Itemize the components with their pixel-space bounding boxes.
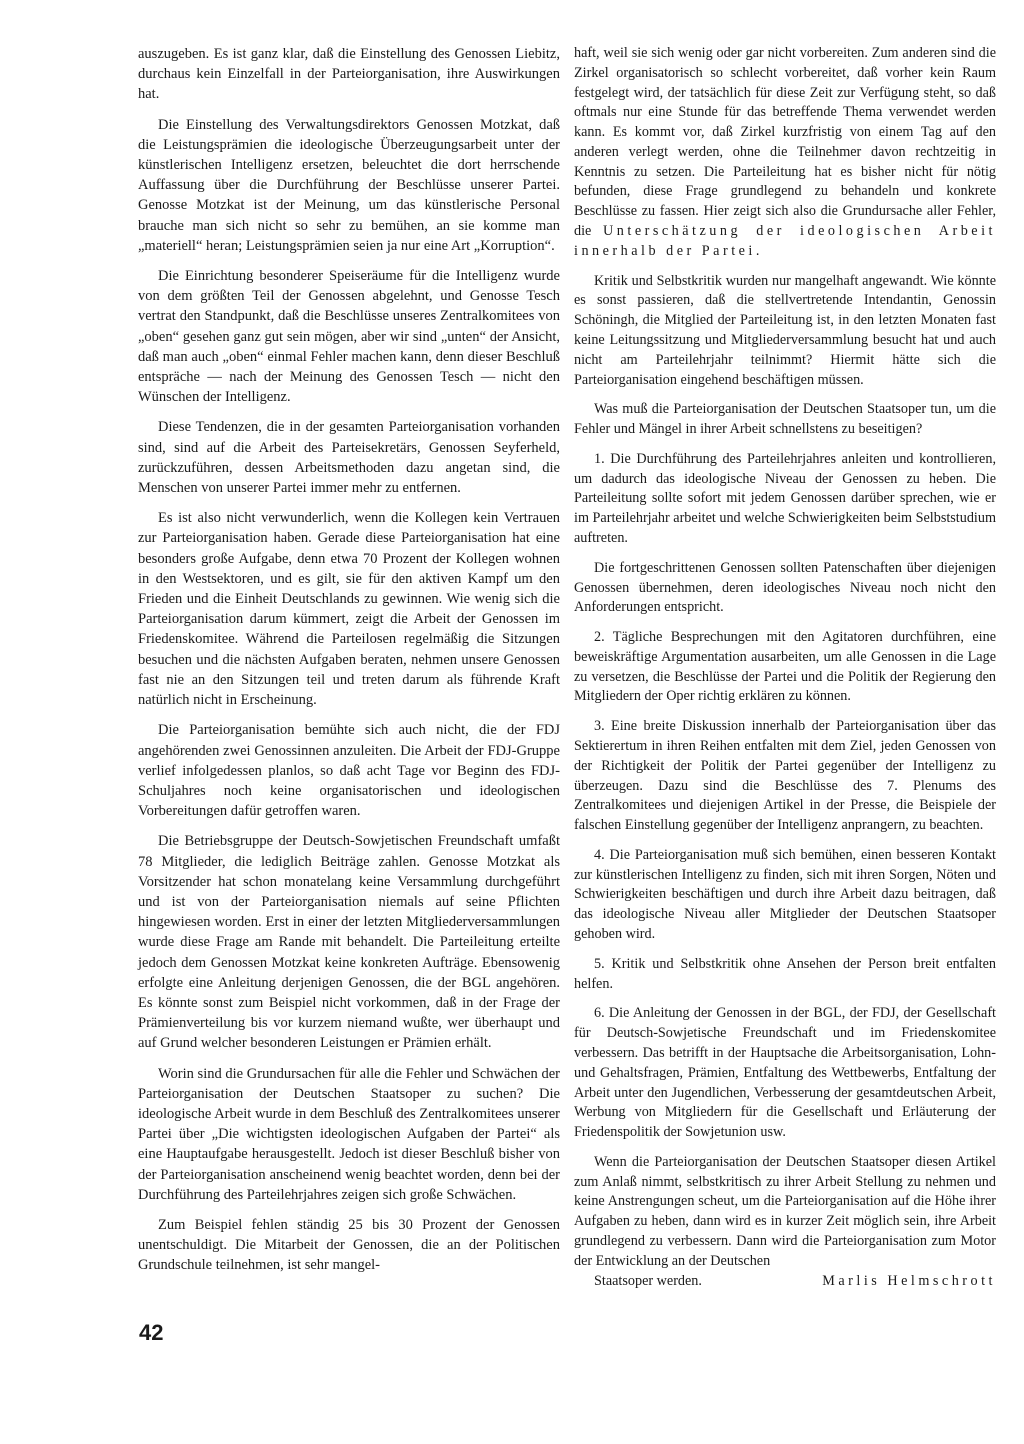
paragraph: auszugeben. Es ist ganz klar, daß die Einstellung des Genossen Liebitz, durchaus kein Einzelfall in der Parteiorganisation, ihre Auswirkungen hat. — [138, 46, 560, 103]
paragraph-end: . — [755, 242, 760, 259]
list-item: 2. Tägliche Besprechungen mit den Agitatoren durchführen, eine beweiskräftige Argumentation ausarbeiten, um alle Genossen in die Lage zu versetzen, die Beschlüsse der Partei und die Politik der Regierung den Mitgliedern der Oper richtig erklären zu können. — [574, 629, 996, 705]
paragraph: Zum Beispiel fehlen ständig 25 bis 30 Prozent der Genossen unentschuldigt. Die Mitarbeit der Genossen, die an der Politischen Grundschule teilnehmen, ist sehr mangel- — [138, 1216, 560, 1274]
page-number: 42 — [139, 1320, 164, 1345]
signature-line — [574, 1272, 996, 1292]
paragraph — [574, 44, 996, 262]
list-item: 6. Die Anleitung der Genossen in der BGL, der FDJ, der Gesellschaft für Deutsch-Sowjetische Freundschaft und im Friedenskomitee verbessern. Das betrifft in der Hauptsache die Arbeitsorganisation, Lohn- und Gehaltsfragen, Prämien, Entfaltung des Wettbewerbs, Entfaltung der Arbeit unter den Jugendlichen, Verbesserung der gesamtdeutschen Arbeit, Werbung von Mitgliedern für die Gesellschaft und Erläuterung der Friedenspolitik der Sowjetunion usw. — [574, 1005, 996, 1141]
paragraph: Die Einrichtung besonderer Speiseräume für die Intelligenz wurde von dem größten Teil der Genossen abgelehnt, und Genosse Tesch vertrat den Standpunkt, daß die Beschlüsse unseres Zentralkomitees von „oben“ gesehen ganz gut sein mögen, aber wir sind „unten“ der Ansicht, daß man auch „oben“ einmal Fehler machen kann, denn dieser Beschluß entspräche — nach der Meinung des Genossen Tesch — nicht den Wünschen der Intelligenz. — [138, 268, 560, 406]
paragraph-text: Wenn die Parteiorganisation der Deutschen Staatsoper diesen Artikel zum Anlaß nimmt, selbstkritisch zu ihrer Arbeit Stellung zu nehmen und keine Anstrengungen scheut, um die Parteiorganisation auf die Höhe ihrer Aufgaben zu heben, dann wird es in kurzer Zeit möglich sein, ihre Arbeit grundlegend zu verbessern. Dann wird die Parteiorganisation zum Motor der Entwicklung an der Deutschen — [574, 1153, 996, 1269]
list-item: 5. Kritik und Selbstkritik ohne Ansehen der Person breit entfalten helfen. — [574, 955, 996, 992]
paragraph: Diese Tendenzen, die in der gesamten Parteiorganisation vorhanden sind, sind auf die Arbeit des Parteisekretärs, Genossen Seyferheld, zurückzuführen, dessen Arbeitsmethoden dazu angetan sind, die Menschen von unserer Partei immer mehr zu entfernen. — [138, 419, 560, 497]
last-line-text: Staatsoper werden. — [594, 1272, 702, 1289]
left-column — [138, 44, 560, 1286]
paragraph: Worin sind die Grundursachen für alle die Fehler und Schwächen der Parteiorganisation der Deutschen Staatsoper zu suchen? Die ideologische Arbeit wurde in dem Beschluß des Zentralkomitees unserer Partei über „Die wichtigsten ideologischen Aufgaben der Partei“ als eine Hauptaufgabe herausgestellt. Jedoch ist dieser Beschluß bisher von der Parteiorganisation anscheinend wenig beachtet worden, denn bei der Durchführung des Parteilehrjahres zeigen sich große Schwächen. — [138, 1065, 560, 1203]
paragraph: Die Betriebsgruppe der Deutsch-Sowjetischen Freundschaft umfaßt 78 Mitglieder, die lediglich Beiträge zahlen. Genosse Motzkat als Vorsitzender hat schon monatelang keine Versammlung durchgeführt und ist von der Parteiorganisation niemals auf seine Pflichten hingewiesen worden. Erst in einer der letzten Mitgliederversammlungen wurde diese Frage am Rande mit behandelt. Die Parteileitung erteilte jedoch dem Genossen Motzkat keine konkreten Aufträge. Ebensowenig erfolgte eine Anleitung derjenigen Genossen, die der BGL angehören. Es könnte sonst zum Beispiel nicht vorkommen, daß in der Frage der Prämienverteilung bis vor kurzem niemand wußte, wer überhaupt und auf Grund welcher besonderen Leistungen er Prämien erhält. — [138, 833, 560, 1052]
paragraph-text: haft, weil sie sich wenig oder gar nicht vorbereiten. Zum anderen sind die Zirkel organisatorisch so schlecht vorbereitet, daß vorher kein Raum festgelegt wird, der tatsächlich für diese Zeit zur Verfügung steht, so daß oftmals nur eine Stunde für das betreffende Thema verwendet werden kann. Es kommt vor, daß Zirkel kurzfristig von einem Tag auf den anderen verlegt werden, ohne die Teilnehmer davon rechtzeitig in Kenntnis zu setzen. Die Parteileitung hat es bisher nicht für nötig befunden, diese Frage grundlegend zu behandeln und konkrete Beschlüsse zu fassen. Hier zeigt sich also die Grundursache aller Fehler, die — [574, 45, 996, 240]
paragraph: Die Parteiorganisation bemühte sich auch nicht, die der FDJ angehörenden zwei Genossinnen anzuleiten. Die Arbeit der FDJ-Gruppe verlief infolgedessen planlos, so daß acht Tage vor Beginn des FDJ-Schuljahres noch keine organisatorischen und ideologischen Vorbereitungen dafür getroffen waren. — [138, 722, 560, 820]
paragraph: Die fortgeschrittenen Genossen sollten Patenschaften über diejenigen Genossen übernehmen, deren ideologisches Niveau noch nicht den Anforderungen entspricht. — [574, 559, 996, 616]
author-signature: Marlis Helmschrott — [822, 1272, 996, 1289]
paragraph: Kritik und Selbstkritik wurden nur mangelhaft angewandt. Wie könnte es sonst passieren, daß die stellvertretende Intendantin, Genossin Schöningh, die Mitglied der Parteileitung ist, in den letzten Monaten fast keine Leitungssitzung und Mitgliederversammlung besucht hat und auch nicht am Parteilehrjahr teilnimmt? Hiermit hätte sich die Parteiorganisation eingehend beschäftigen müssen. — [574, 272, 996, 388]
list-item: 3. Eine breite Diskussion innerhalb der Parteiorganisation über das Sektierertum in ihren Reihen entfalten mit dem Ziel, jeden Genossen von der Richtigkeit der Politik der Partei gegenüber der Intelligenz zu überzeugen. Dazu sind die Beschlüsse des 7. Plenums des Zentralkomitees und diejenigen Artikel in der Presse, die Beispiele der falschen Einstellung gegenüber der Intelligenz anprangern, zu beachten. — [574, 718, 996, 834]
closing-paragraph — [574, 1153, 996, 1291]
right-column — [574, 44, 996, 1301]
emphasized-text: Unterschätzung der ideologischen Arbeit innerhalb der Partei — [574, 223, 996, 259]
list-item: 4. Die Parteiorganisation muß sich bemühen, einen besseren Kontakt zur künstlerischen Intelligenz zu finden, sich mit ihren Sorgen, Nöten und Schwierigkeiten beschäftigen und durch ihre Arbeit dazu beitragen, daß das ideologische Niveau aller Mitglieder der Deutschen Staatsoper gehoben wird. — [574, 846, 996, 943]
paragraph: Es ist also nicht verwunderlich, wenn die Kollegen kein Vertrauen zur Parteiorganisation haben. Gerade diese Parteiorganisation hat eine besonders große Aufgabe, denn etwa 70 Prozent der Kollegen wohnen in den Westsektoren, und es gilt, sie für den aktiven Kampf um den Frieden und die Einheit Deutschlands zu gewinnen. Wie wenig sich die Parteiorganisation darum kümmert, zeigt die Arbeit der Genossen im Friedenskomitee. Während die Parteilosen regelmäßig die Sitzungen besuchen und die nächsten Aufgaben beraten, nehmen unsere Genossen fast nie an den Sitzungen teil und treten darum als führende Kraft natürlich nicht in Erscheinung. — [138, 510, 560, 709]
paragraph: Die Einstellung des Verwaltungsdirektors Genossen Motzkat, daß die Leistungsprämien die ideologische Überzeugungsarbeit unter der künstlerischen Intelligenz ersetzen, beleuchtet die dort herrschende Auffassung über die Durchführung der Beschlüsse unserer Partei. Genosse Motzkat ist der Meinung, um das künstlerische Personal brauche man sich nicht so sehr zu bemühen, an sie komme man „materiell“ heran; Leistungsprämien seien ja nur eine Art „Korruption“. — [138, 116, 560, 254]
list-item: 1. Die Durchführung des Parteilehrjahres anleiten und kontrollieren, um dadurch das ideologische Niveau der Genossen zu heben. Die Parteileitung sollte sofort mit jedem Genossen darüber sprechen, wie er im Parteilehrjahr arbeitet und welche Schwierigkeiten beim Selbststudium auftreten. — [574, 450, 996, 546]
paragraph: Was muß die Parteiorganisation der Deutschen Staatsoper tun, um die Fehler und Mängel in ihrer Arbeit schnellstens zu beseitigen? — [574, 401, 996, 438]
